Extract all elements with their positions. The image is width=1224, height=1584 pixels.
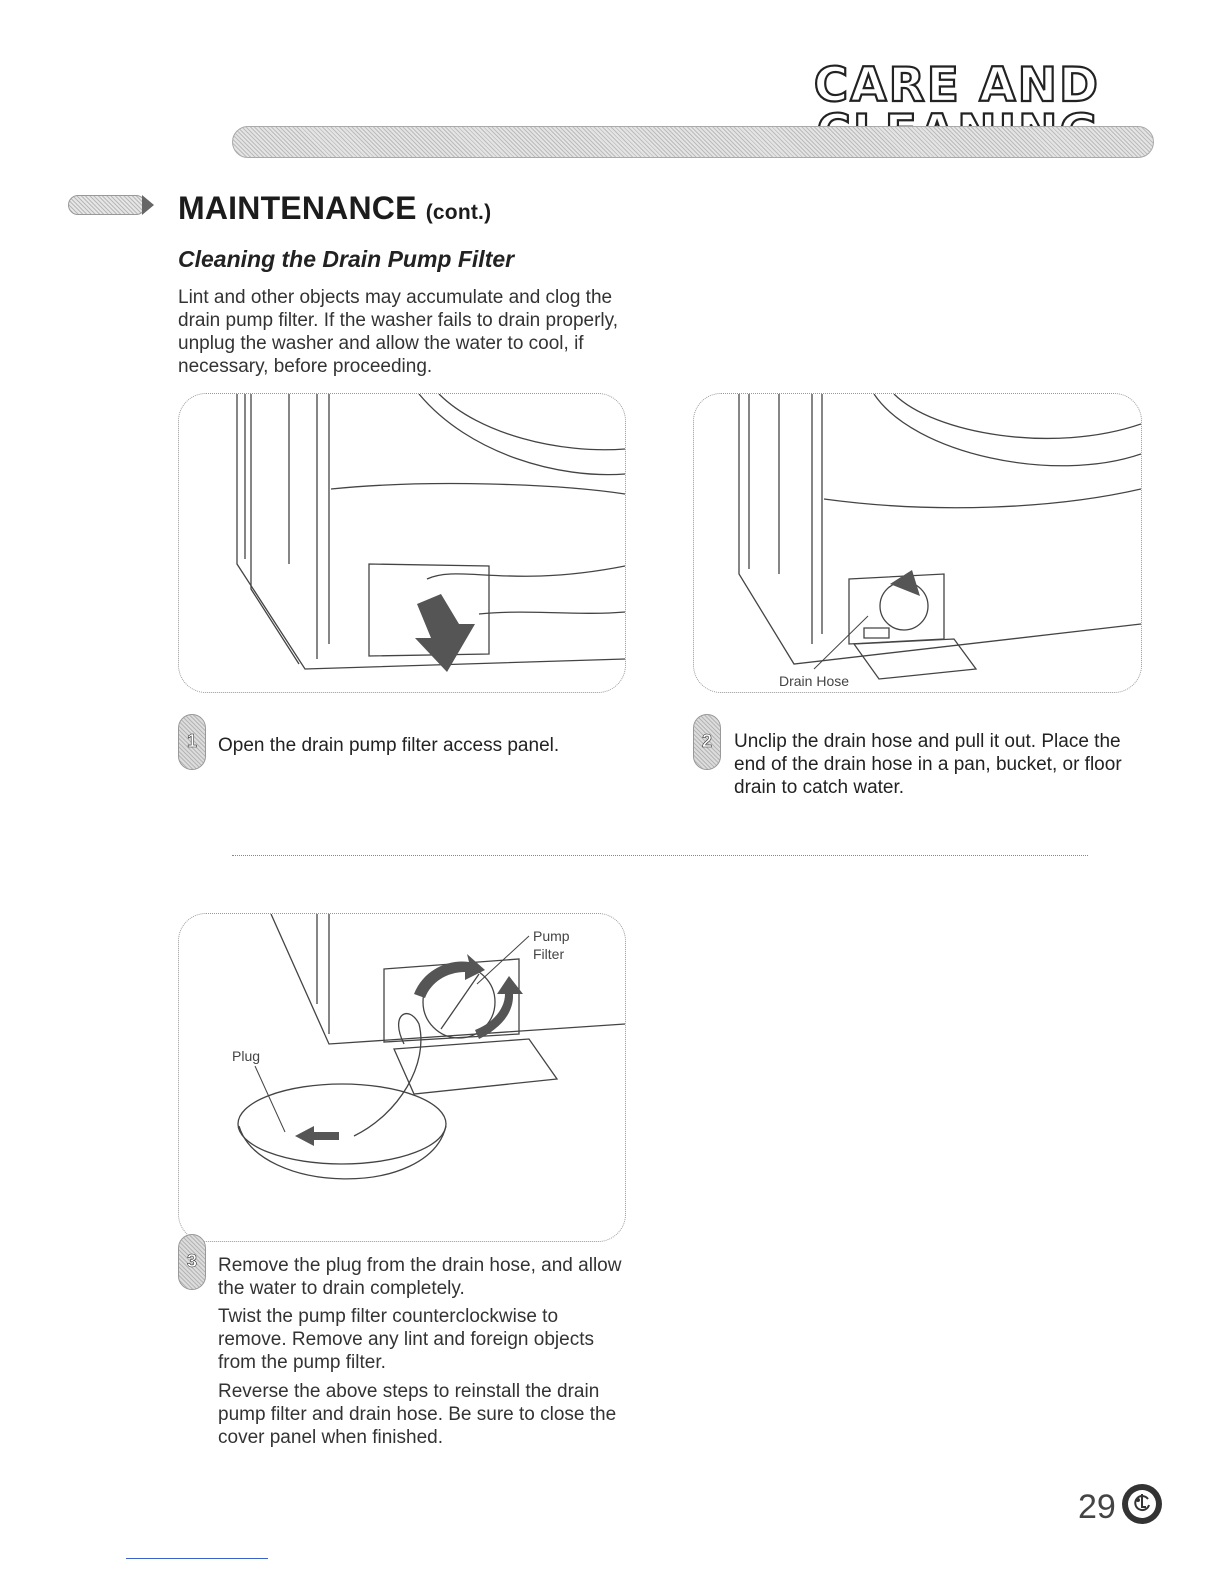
lg-logo-face-icon xyxy=(1128,1490,1156,1518)
footer-line xyxy=(126,1558,268,1559)
illustration-drain-hose xyxy=(693,393,1142,693)
section-marker-icon xyxy=(68,195,146,215)
subsection-title: Cleaning the Drain Pump Filter xyxy=(178,246,515,272)
section-arrow-icon xyxy=(142,195,154,215)
step-2-text: Unclip the drain hose and pull it out. Place the end of the drain hose in a pan, bucket, or floor drain to catch water. xyxy=(734,731,1122,798)
washer-drain-hose-drawing xyxy=(694,394,1141,692)
washer-open-panel-drawing xyxy=(179,394,625,692)
title-bar-decoration xyxy=(232,126,1154,158)
left-arrow-icon xyxy=(295,1126,339,1146)
illustration-pump-filter xyxy=(178,913,626,1242)
callout-filter: Filter xyxy=(533,946,565,962)
step-number: 1 xyxy=(186,731,197,751)
up-arrow-icon xyxy=(890,570,920,596)
callout-pump: Pump xyxy=(533,928,570,944)
page-title: CARE AND xyxy=(813,58,1100,113)
step-number: 3 xyxy=(186,1251,197,1271)
step-3-paragraph: Reverse the above steps to reinstall the drain pump filter and drain hose. Be sure to close the cover panel when finished. xyxy=(218,1381,617,1448)
page-number: 29 xyxy=(1078,1488,1116,1526)
section-title: MAINTENANCE xyxy=(178,190,417,226)
pump-filter-drawing xyxy=(179,914,625,1241)
down-arrow-icon xyxy=(415,594,475,672)
step-3-paragraph: Remove the plug from the drain hose, and allow the water to drain completely. xyxy=(218,1255,622,1299)
callout-plug: Plug xyxy=(232,1048,261,1064)
intro-paragraph: Lint and other objects may accumulate and clog the drain pump filter. If the washer fails to drain properly, unplug the washer and allow the water to cool, if necessary, before proceeding. xyxy=(178,287,619,377)
callout-drain-hose: Drain Hose xyxy=(779,673,850,689)
step-3-paragraph: Twist the pump filter counterclockwise to remove. Remove any lint and foreign objects from the pump filter. xyxy=(218,1306,594,1373)
rotate-arrow-icon xyxy=(475,976,523,1039)
step-number: 2 xyxy=(701,731,712,751)
lg-logo-icon xyxy=(1122,1484,1162,1524)
section-suffix: (cont.) xyxy=(425,201,492,224)
section-divider xyxy=(232,855,1088,856)
section-heading xyxy=(178,190,491,227)
illustration-open-panel xyxy=(178,393,626,693)
step-1-text: Open the drain pump filter access panel. xyxy=(218,735,560,756)
counterclockwise-arrow-icon xyxy=(414,954,485,998)
